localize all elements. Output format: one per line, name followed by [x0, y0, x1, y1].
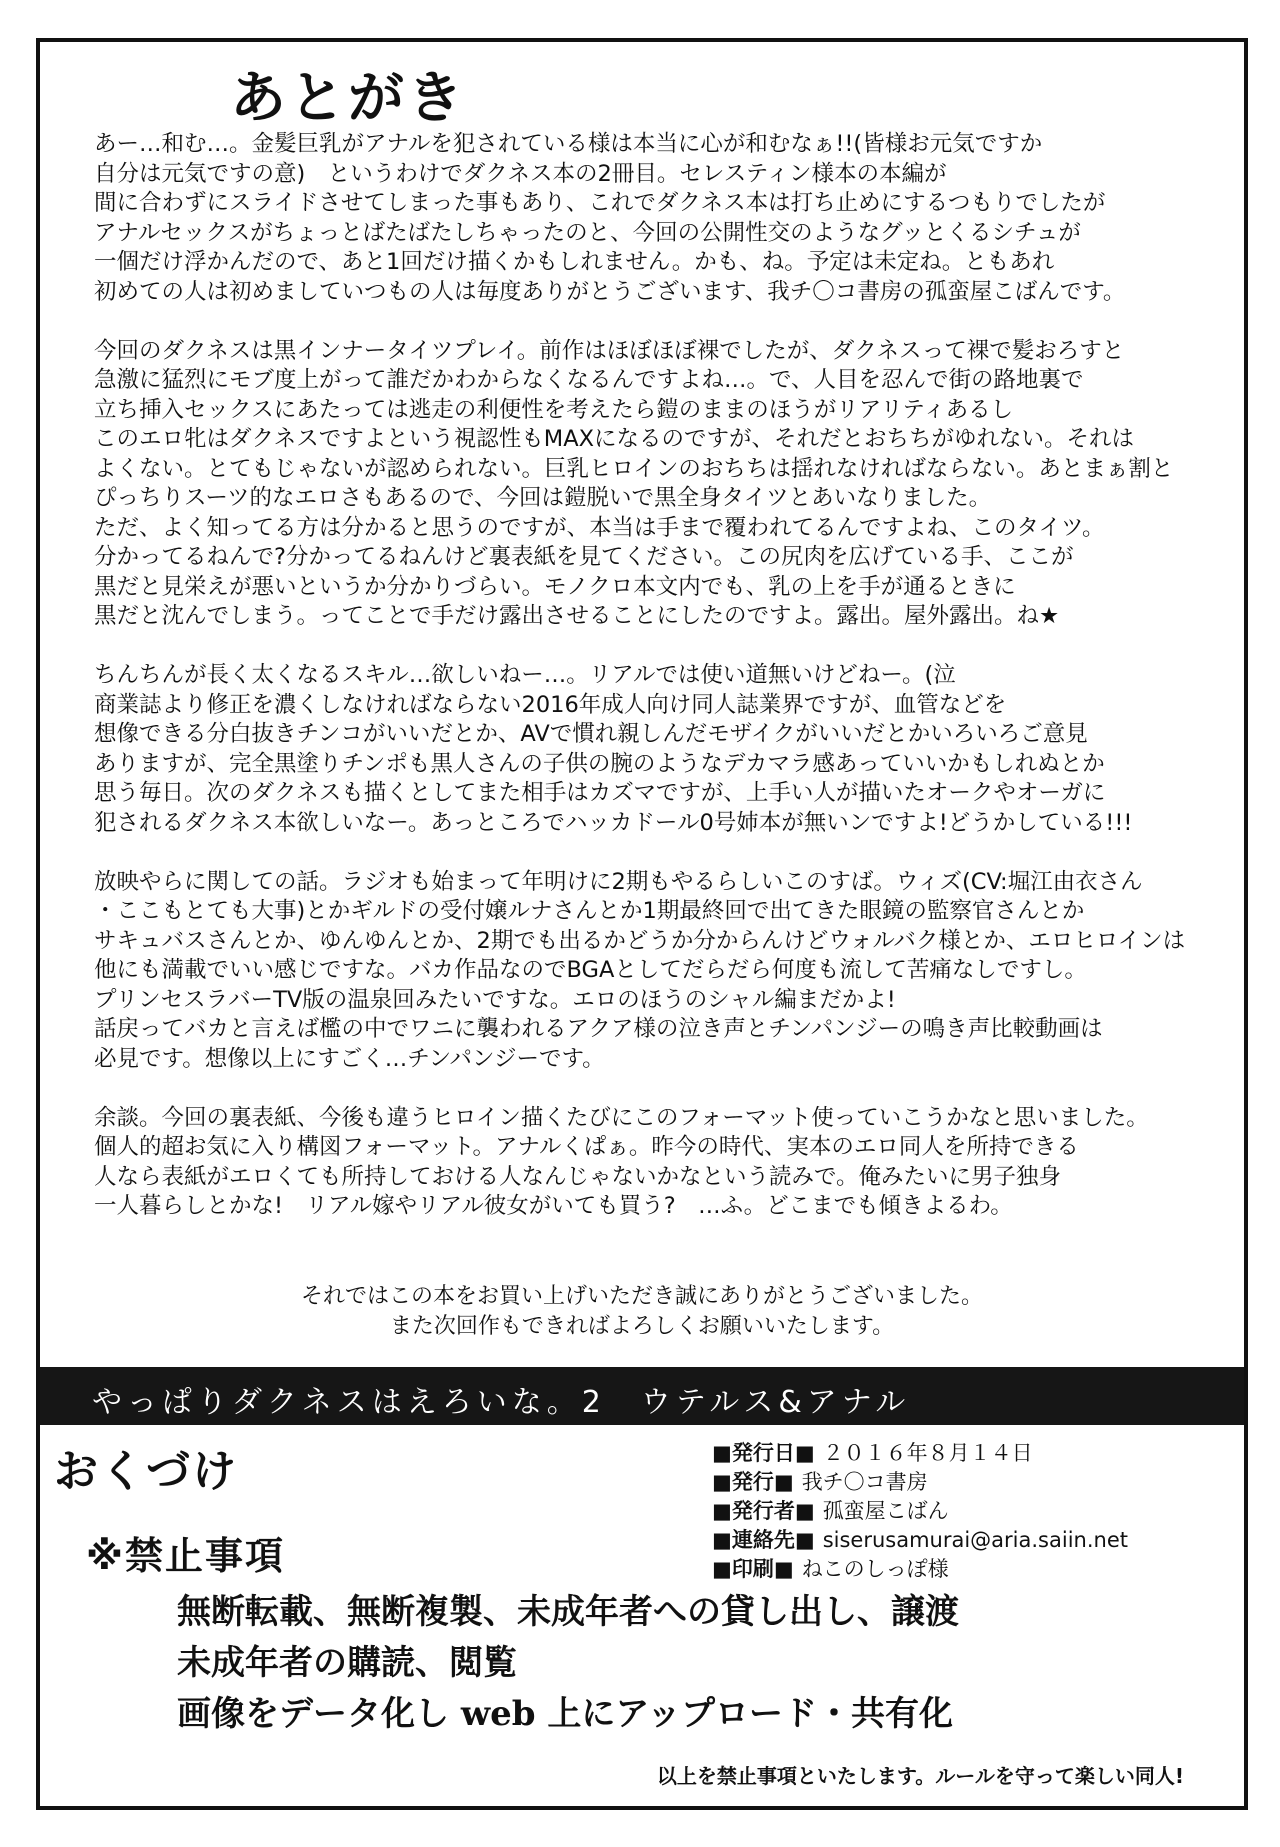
- afterword-line: よくない。とてもじゃないが認められない。巨乳ヒロインのおちちは揺れなければならない。あとまぁ割と: [94, 455, 1174, 482]
- afterword-line: ぴっちりスーツ的なエロさもあるので、今回は鎧脱いで黒全身タイツとあいなりました。: [94, 485, 992, 511]
- prohibited-title: ※禁止事項: [86, 1534, 285, 1578]
- afterword-line: 黒だと沈んでしまう。ってことで手だけ露出させることにしたのですよ。露出。屋外露出。ね★: [94, 603, 1060, 629]
- closing-line: それではこの本をお買い上げいただき誠にありがとうございました。: [300, 1284, 983, 1309]
- info-key: ■発行日■: [712, 1441, 815, 1465]
- afterword-line: 必見です。想像以上にすごく…チンパンジーです。: [94, 1045, 605, 1072]
- info-row-author: [712, 1497, 1128, 1526]
- afterword-line: 今回のダクネスは黒インナータイツプレイ。前作はほぼほぼ裸でしたが、ダクネスって裸で髪おろすと: [94, 337, 1125, 364]
- closing-line: また次回作もできればよろしくお願いいたします。: [389, 1314, 895, 1339]
- colophon-info: [712, 1439, 1128, 1584]
- info-row-printer: [712, 1555, 1128, 1584]
- afterword-line: プリンセスラバーTV版の温泉回みたいですな。エロのほうのシャル編まだかよ!: [94, 986, 896, 1013]
- colophon-section: [40, 1425, 1244, 1806]
- afterword-line: サキュバスさんとか、ゆんゆんとか、2期でも出るかどうか分からんけどウォルバク様とか、エロヒロインは: [94, 927, 1186, 954]
- colophon-footer: 以上を禁止事項といたします。ルールを守って楽しい同人!: [656, 1764, 1184, 1788]
- afterword-line: 立ち挿入セックスにあたっては逃走の利便性を考えたら鎧のままのほうがリアリティあるし: [94, 396, 1014, 423]
- afterword-line: 犯されるダクネス本欲しいなー。あっところでハッカドール0号姉本が無いンですよ!どうかしている!!!: [94, 809, 1133, 836]
- afterword-line: アナルセックスがちょっとばたばたしちゃったのと、今回の公開性交のようなグッとくるシチュが: [94, 219, 1081, 246]
- prohibited-list: [177, 1587, 959, 1740]
- afterword-title: あとがき: [230, 66, 466, 131]
- afterword-line: あー…和む…。金髪巨乳がアナルを犯されている様は本当に心が和むなぁ!!(皆様お元気ですか: [94, 131, 1043, 157]
- paragraph-gap: [94, 838, 1214, 868]
- info-key: ■発行■: [712, 1470, 794, 1494]
- info-key: ■連絡先■: [712, 1528, 815, 1552]
- afterword-body: [94, 130, 1214, 1222]
- afterword-line: 急激に猛烈にモブ度上がって誰だかわからなくなるんですよね…。で、人目を忍んで街の路地裏で: [94, 367, 1084, 393]
- afterword-line: 他にも満載でいい感じですな。バカ作品なのでBGAとしてだらだら何度も流して苦痛なしですし。: [94, 957, 1087, 983]
- info-value: 我チ〇コ書房: [801, 1470, 928, 1494]
- info-value: ねこのしっぽ様: [801, 1557, 949, 1581]
- info-key: ■発行者■: [712, 1499, 815, 1523]
- afterword-line: 余談。今回の裏表紙、今後も違うヒロイン描くたびにこのフォーマット使っていこうかなと思いました。: [94, 1104, 1149, 1131]
- info-value: siserusamurai@aria.saiin.net: [822, 1528, 1128, 1552]
- afterword-line: 人なら表紙がエロくても所持しておける人なんじゃないかなという読みで。俺みたいに男子独身: [94, 1163, 1062, 1190]
- afterword-line: 初めての人は初めましていつもの人は毎度ありがとうございます、我チ〇コ書房の孤蛮屋こばんです。: [94, 278, 1126, 305]
- book-title-band: [40, 1367, 1244, 1425]
- info-row-publisher: [712, 1468, 1128, 1497]
- afterword-line: 話戻ってバカと言えば檻の中でワニに襲われるアクア様の泣き声とチンパンジーの鳴き声比較動画は: [94, 1016, 1103, 1042]
- afterword-line: 商業誌より修正を濃くしなければならない2016年成人向け同人誌業界ですが、血管などを: [94, 691, 1007, 718]
- info-key: ■印刷■: [712, 1557, 794, 1581]
- afterword-line: 一個だけ浮かんだので、あと1回だけ描くかもしれません。かも、ね。予定は未定ね。ともあれ: [94, 249, 1055, 275]
- prohibited-item: 無断転載、無断複製、未成年者への貸し出し、譲渡: [177, 1592, 959, 1632]
- page-frame: [36, 38, 1248, 1810]
- info-value: 孤蛮屋こばん: [822, 1499, 949, 1523]
- afterword-line: このエロ牝はダクネスですよという視認性もMAXになるのですが、それだとおちちがゆれない。それは: [94, 426, 1134, 452]
- info-value: ２０１６年８月１４日: [822, 1441, 1033, 1465]
- afterword-line: ありますが、完全黒塗りチンポも黒人さんの子供の腕のようなデカマラ感あっていいかもしれぬとか: [94, 750, 1105, 777]
- afterword-line: 間に合わずにスライドさせてしまった事もあり、これでダクネス本は打ち止めにするつもりでしたが: [94, 190, 1106, 216]
- afterword-line: 一人暮らしとかな! リアル嫁やリアル彼女がいても買う? …ふ。どこまでも傾きよるわ。: [94, 1193, 1013, 1219]
- afterword-line: ・ここもとても大事)とかギルドの受付嬢ルナさんとか1期最終回で出てきた眼鏡の監察官さんとか: [94, 898, 1085, 924]
- afterword-line: 分かってるねんで?分かってるねんけど裏表紙を見てください。この尻肉を広げている手、ここが: [94, 544, 1074, 570]
- afterword-line: 黒だと見栄えが悪いというか分かりづらい。モノクロ本文内でも、乳の上を手が通るときに: [94, 573, 1016, 600]
- book-title: やっぱりダクネスはえろいな。2 ウテルス&アナル: [92, 1385, 911, 1420]
- afterword-section: [40, 42, 1244, 1367]
- afterword-line: ちんちんが長く太くなるスキル…欲しいねー…。リアルでは使い道無いけどねー。(泣: [94, 662, 956, 688]
- prohibited-item: 未成年者の購読、閲覧: [177, 1643, 517, 1683]
- paragraph-gap: [94, 1074, 1214, 1104]
- afterword-line: 放映やらに関しての話。ラジオも始まって年明けに2期もやるらしいこのすば。ウィズ(CV:堀江由衣さん: [94, 868, 1143, 895]
- afterword-line: 想像できる分白抜きチンコがいいだとか、AVで慣れ親しんだモザイクがいいだとかいろいろご意見: [94, 721, 1088, 747]
- afterword-line: 思う毎日。次のダクネスも描くとしてまた相手はカズマですが、上手い人が描いたオークやオーガに: [94, 780, 1106, 806]
- info-row-date: [712, 1439, 1128, 1468]
- prohibited-item: 画像をデータ化し web 上にアップロード・共有化: [177, 1694, 953, 1734]
- afterword-line: 個人的超お気に入り構図フォーマット。アナルくぱぁ。昨今の時代、実本のエロ同人を所持できる: [94, 1134, 1079, 1160]
- afterword-closing: [40, 1282, 1244, 1342]
- paragraph-gap: [94, 307, 1214, 337]
- afterword-line: ただ、よく知ってる方は分かると思うのですが、本当は手まで覆われてるんですよね、このタイツ。: [94, 514, 1105, 541]
- afterword-line: 自分は元気ですの意) というわけでダクネス本の2冊目。セレスティン様本の本編が: [94, 160, 947, 187]
- info-row-contact: [712, 1526, 1128, 1555]
- paragraph-gap: [94, 632, 1214, 662]
- colophon-title: おくづけ: [54, 1446, 238, 1497]
